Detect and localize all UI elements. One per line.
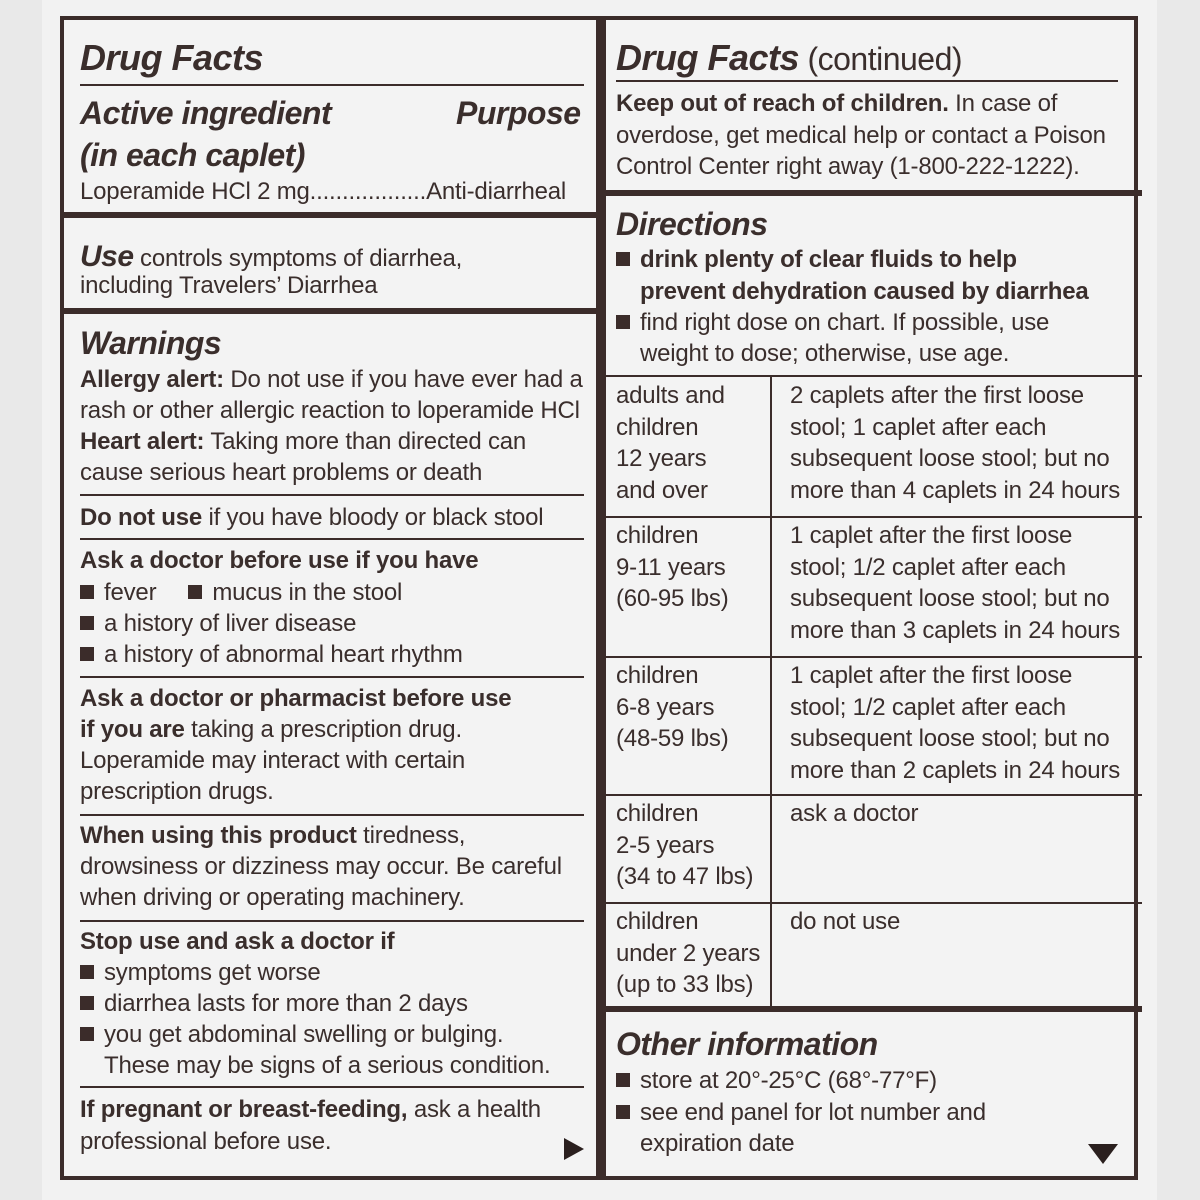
table-row-rule xyxy=(606,516,1142,518)
table-column-rule xyxy=(770,376,772,1006)
directions-line-1 xyxy=(616,244,1017,275)
use-line-2: including Travelers’ Diarrhea xyxy=(80,272,378,299)
column-divider xyxy=(596,20,606,1176)
stop-use-line-1 xyxy=(80,957,320,988)
dose-amount-cell-line: ask a doctor xyxy=(790,800,919,827)
continue-arrow-icon xyxy=(564,1138,584,1160)
stop-use-item-2: diarrhea lasts for more than 2 days xyxy=(104,990,468,1017)
keep-out-label: Keep out of reach of children. xyxy=(616,90,949,117)
directions-line-3 xyxy=(616,307,1049,338)
ingredient-line xyxy=(80,176,566,207)
dose-age-cell-line: adults and xyxy=(616,382,725,409)
table-rule xyxy=(606,375,1142,377)
bullet-icon xyxy=(80,647,94,661)
directions-item-1-cont: prevent dehydration caused by diarrhea xyxy=(640,278,1089,305)
allergy-line-1 xyxy=(80,364,583,395)
rule xyxy=(80,920,584,922)
purpose-heading: Purpose xyxy=(456,95,581,131)
bullet-icon xyxy=(80,1027,94,1041)
pregnant-line-1 xyxy=(80,1094,541,1125)
table-row-rule xyxy=(606,656,1142,658)
bullet-icon xyxy=(616,1073,630,1087)
dose-age-cell-line: (34 to 47 lbs) xyxy=(616,863,754,890)
dose-amount-cell-line: stool; 1 caplet after each xyxy=(790,413,1047,441)
dose-amount-cell-line: stool; 1/2 caplet after each xyxy=(790,553,1066,581)
other-information-heading: Other information xyxy=(616,1026,878,1062)
keep-out-line-1 xyxy=(616,88,1057,119)
dose-age-cell-line: (up to 33 lbs) xyxy=(616,971,754,998)
active-ingredient-heading: Active ingredient xyxy=(80,95,332,131)
drug-facts-box xyxy=(60,16,1138,1180)
keep-out-text-1: In case of xyxy=(948,90,1058,117)
ask-doctor-heading-text: Ask a doctor before use if you have xyxy=(80,547,479,574)
ask-doctor-heart: a history of abnormal heart rhythm xyxy=(104,641,463,668)
do-not-use-text: if you have bloody or black stool xyxy=(202,504,544,531)
dose-amount-cell-line: 2 caplets after the first loose xyxy=(790,382,1084,409)
drug-facts-title: Drug Facts xyxy=(80,37,264,78)
ask-pharmacist-label: if you are xyxy=(80,716,185,743)
dose-age-cell-line: children xyxy=(616,413,699,441)
stop-use-line-3 xyxy=(80,1019,503,1050)
when-using-line-3: when driving or operating machinery. xyxy=(80,884,465,911)
dose-age-cell-line: (60-95 lbs) xyxy=(616,585,729,612)
dose-amount-cell-line: subsequent loose stool; but no xyxy=(790,445,1110,472)
when-using-label: When using this product xyxy=(80,822,357,849)
other-info-line-2 xyxy=(616,1097,986,1128)
stop-use-line-2 xyxy=(80,988,468,1019)
bullet-icon xyxy=(80,965,94,979)
bullet-icon xyxy=(616,252,630,266)
rule xyxy=(80,84,584,86)
dose-amount-cell-line: subsequent loose stool; but no xyxy=(790,585,1110,612)
dose-age-cell-line: and over xyxy=(616,476,708,504)
other-info-item-1: store at 20°-25°C (68°-77°F) xyxy=(640,1067,937,1094)
pregnant-label: If pregnant or breast-feeding, xyxy=(80,1096,408,1123)
dose-age-cell-line: children xyxy=(616,908,699,935)
other-info-line-3: expiration date xyxy=(640,1130,795,1157)
table-row-rule xyxy=(606,902,1142,904)
dose-age-cell-line: children xyxy=(616,662,699,689)
active-ingredient-subheading: (in each caplet) xyxy=(80,137,305,173)
when-using-line-2: drowsiness or dizziness may occur. Be careful xyxy=(80,853,562,880)
dose-age-cell-line: children xyxy=(616,522,699,549)
drug-facts-title-right: Drug Facts xyxy=(616,37,800,78)
use-text-1: controls symptoms of diarrhea, xyxy=(140,245,463,272)
directions-heading: Directions xyxy=(616,206,768,242)
dose-amount-cell-line: subsequent loose stool; but no xyxy=(790,725,1110,752)
bullet-icon xyxy=(616,1105,630,1119)
section-bar xyxy=(64,212,596,218)
ask-doctor-mucus: mucus in the stool xyxy=(212,579,403,606)
dose-age-cell-line: children xyxy=(616,800,699,827)
rule xyxy=(80,538,584,540)
ask-pharmacist-heading xyxy=(80,683,511,714)
drug-facts-continued-title xyxy=(616,38,962,79)
rule xyxy=(80,494,584,496)
rule xyxy=(80,814,584,816)
ask-doctor-liver: a history of liver disease xyxy=(104,610,357,637)
ingredient-name: Loperamide HCl 2 mg xyxy=(80,178,310,205)
dose-amount-cell-line: 1 caplet after the first loose xyxy=(790,662,1073,689)
ingredient-purpose: Anti-diarrheal xyxy=(426,178,567,205)
section-bar xyxy=(64,308,596,314)
bullet-icon xyxy=(80,616,94,630)
ask-doctor-heading xyxy=(80,545,478,576)
rule xyxy=(80,676,584,678)
continued-label: (continued) xyxy=(799,41,963,77)
heart-line-1 xyxy=(80,426,526,457)
bullet-icon xyxy=(80,996,94,1010)
keep-out-line-3: Control Center right away (1-800-222-1222). xyxy=(616,153,1080,180)
heart-text-1: Taking more than directed can xyxy=(204,428,527,455)
dose-age-cell-line: 12 years xyxy=(616,445,707,472)
bullet-icon xyxy=(188,585,202,599)
continue-down-arrow-icon xyxy=(1088,1144,1118,1164)
when-using-text-1: tiredness, xyxy=(356,822,466,849)
directions-item-1: drink plenty of clear fluids to help xyxy=(640,246,1017,273)
ask-pharmacist-line-1 xyxy=(80,714,462,745)
do-not-use-line xyxy=(80,502,543,533)
ask-doctor-line-3 xyxy=(80,639,463,670)
other-info-line-1 xyxy=(616,1065,937,1096)
ask-pharmacist-line-3: prescription drugs. xyxy=(80,778,274,805)
warnings-heading: Warnings xyxy=(80,325,222,361)
use-heading: Use xyxy=(80,240,134,273)
allergy-line-2: rash or other allergic reaction to loperamide HCl xyxy=(80,397,580,424)
ingredient-leader-dots: .................. xyxy=(309,178,427,205)
section-bar xyxy=(606,1006,1142,1012)
dose-age-cell-line: 2-5 years xyxy=(616,831,715,859)
pregnant-line-2: professional before use. xyxy=(80,1128,332,1155)
do-not-use-label: Do not use xyxy=(80,504,202,531)
section-bar xyxy=(606,190,1142,196)
directions-item-2: find right dose on chart. If possible, use xyxy=(640,309,1050,336)
dose-age-cell-line: 9-11 years xyxy=(616,553,726,581)
table-row-rule xyxy=(606,794,1142,796)
stop-use-item-1: symptoms get worse xyxy=(104,959,321,986)
stop-use-item-3: you get abdominal swelling or bulging. xyxy=(104,1021,504,1048)
ask-doctor-fever: fever xyxy=(104,579,157,606)
allergy-label: Allergy alert: xyxy=(80,366,224,393)
stop-use-heading-text: Stop use and ask a doctor if xyxy=(80,928,395,955)
pregnant-text-1: ask a health xyxy=(407,1096,541,1123)
ask-doctor-line-1 xyxy=(80,577,402,608)
stop-use-heading xyxy=(80,926,394,957)
ask-doctor-line-2 xyxy=(80,608,356,639)
dose-amount-cell-line: more than 4 caplets in 24 hours xyxy=(790,476,1120,504)
dose-age-cell-line: (48-59 lbs) xyxy=(616,725,729,752)
dose-age-cell-line: under 2 years xyxy=(616,939,761,967)
dose-amount-cell-line: 1 caplet after the first loose xyxy=(790,522,1073,549)
keep-out-line-2: overdose, get medical help or contact a Poison xyxy=(616,122,1106,149)
ask-pharmacist-text-1: taking a prescription drug. xyxy=(184,716,462,743)
other-info-item-2: see end panel for lot number and xyxy=(640,1099,986,1126)
ask-pharmacist-heading-text: Ask a doctor or pharmacist before use xyxy=(80,685,512,712)
heart-line-2: cause serious heart problems or death xyxy=(80,459,483,486)
directions-line-2 xyxy=(640,276,1089,307)
directions-line-4: weight to dose; otherwise, use age. xyxy=(640,340,1010,367)
dose-age-cell-line: 6-8 years xyxy=(616,693,715,721)
dose-amount-cell-line: more than 3 caplets in 24 hours xyxy=(790,616,1120,644)
stop-use-line-4: These may be signs of a serious condition. xyxy=(104,1052,551,1079)
dose-amount-cell-line: stool; 1/2 caplet after each xyxy=(790,693,1066,721)
bullet-icon xyxy=(616,315,630,329)
heart-label: Heart alert: xyxy=(80,428,205,455)
ask-pharmacist-line-2: Loperamide may interact with certain xyxy=(80,747,465,774)
when-using-line-1 xyxy=(80,820,465,851)
allergy-text-1: Do not use if you have ever had a xyxy=(223,366,583,393)
rule xyxy=(80,1086,584,1088)
dose-amount-cell-line: do not use xyxy=(790,908,901,935)
bullet-icon xyxy=(80,585,94,599)
rule xyxy=(616,80,1118,82)
dose-amount-cell-line: more than 2 caplets in 24 hours xyxy=(790,756,1120,784)
